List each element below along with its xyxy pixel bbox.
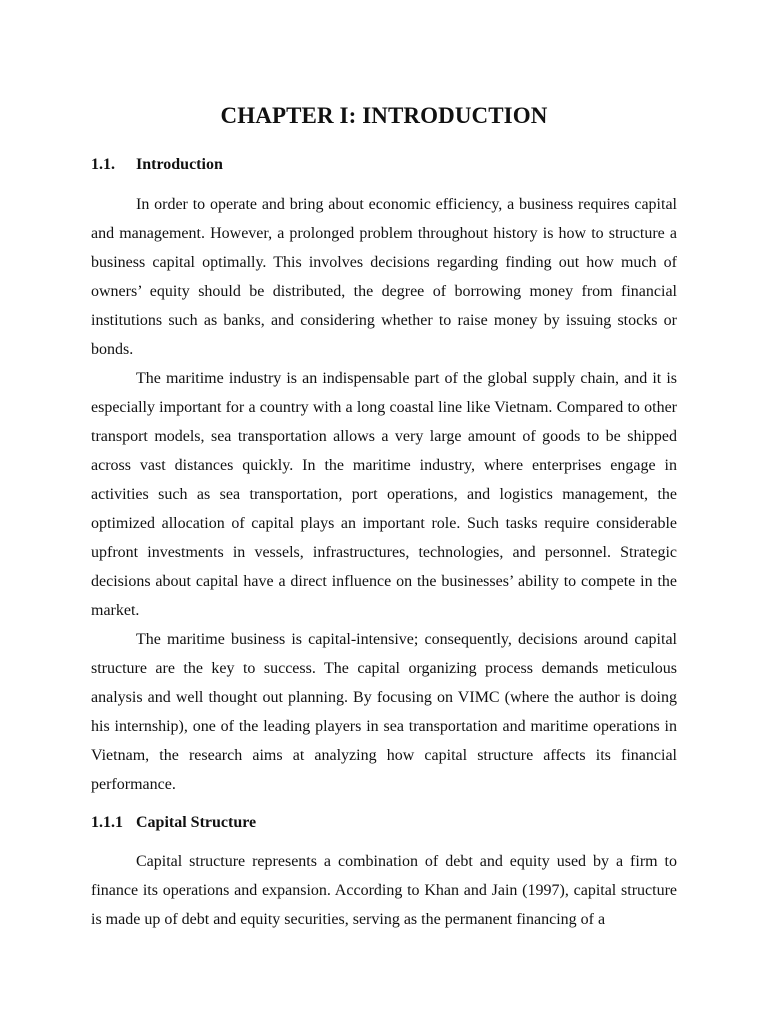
section-title: Introduction [136, 156, 223, 173]
chapter-title: CHAPTER I: INTRODUCTION [220, 103, 548, 128]
body-paragraph-3: The maritime business is capital-intensive; consequently, decisions around capital structure are the key to success. The capital organizing process demands meticulous analysis and well thought out planning. By focusing on VIMC (where the author is doing his internship), one of the leading players in sea transportation and maritime operations in Vietnam, the research aims at analyzing how capital structure affects its financial performance. [91, 631, 677, 793]
section-heading-introduction [91, 155, 681, 175]
section-heading-capital-structure [91, 813, 681, 833]
subsection-title: Capital Structure [136, 814, 257, 831]
section-number: 1.1. [91, 156, 115, 173]
body-paragraph-2: The maritime industry is an indispensable part of the global supply chain, and it is especially important for a country with a long coastal line like Vietnam. Compared to other transport models, sea transportation allows a very large amount of goods to be shipped across vast distances quickly. In the maritime industry, where enterprises engage in activities such as sea transportation, port operations, and logistics management, the optimized allocation of capital plays an important role. Such tasks require considerable upfront investments in vessels, infrastructures, technologies, and personnel. Strategic decisions about capital have a direct influence on the businesses’ ability to compete in the market. [91, 370, 677, 619]
subsection-number: 1.1.1 [91, 814, 123, 831]
body-paragraph-1: In order to operate and bring about economic efficiency, a business requires capital and management. However, a prolonged problem throughout history is how to structure a business capital optimally. This involves decisions regarding finding out how much of owners’ equity should be distributed, the degree of borrowing money from financial institutions such as banks, and considering whether to raise money by issuing stocks or bonds. [91, 196, 677, 358]
body-paragraph-4: Capital structure represents a combination of debt and equity used by a firm to finance its operations and expansion. According to Khan and Jain (1997), capital structure is made up of debt and equity securities, serving as the permanent financing of a [91, 853, 677, 928]
